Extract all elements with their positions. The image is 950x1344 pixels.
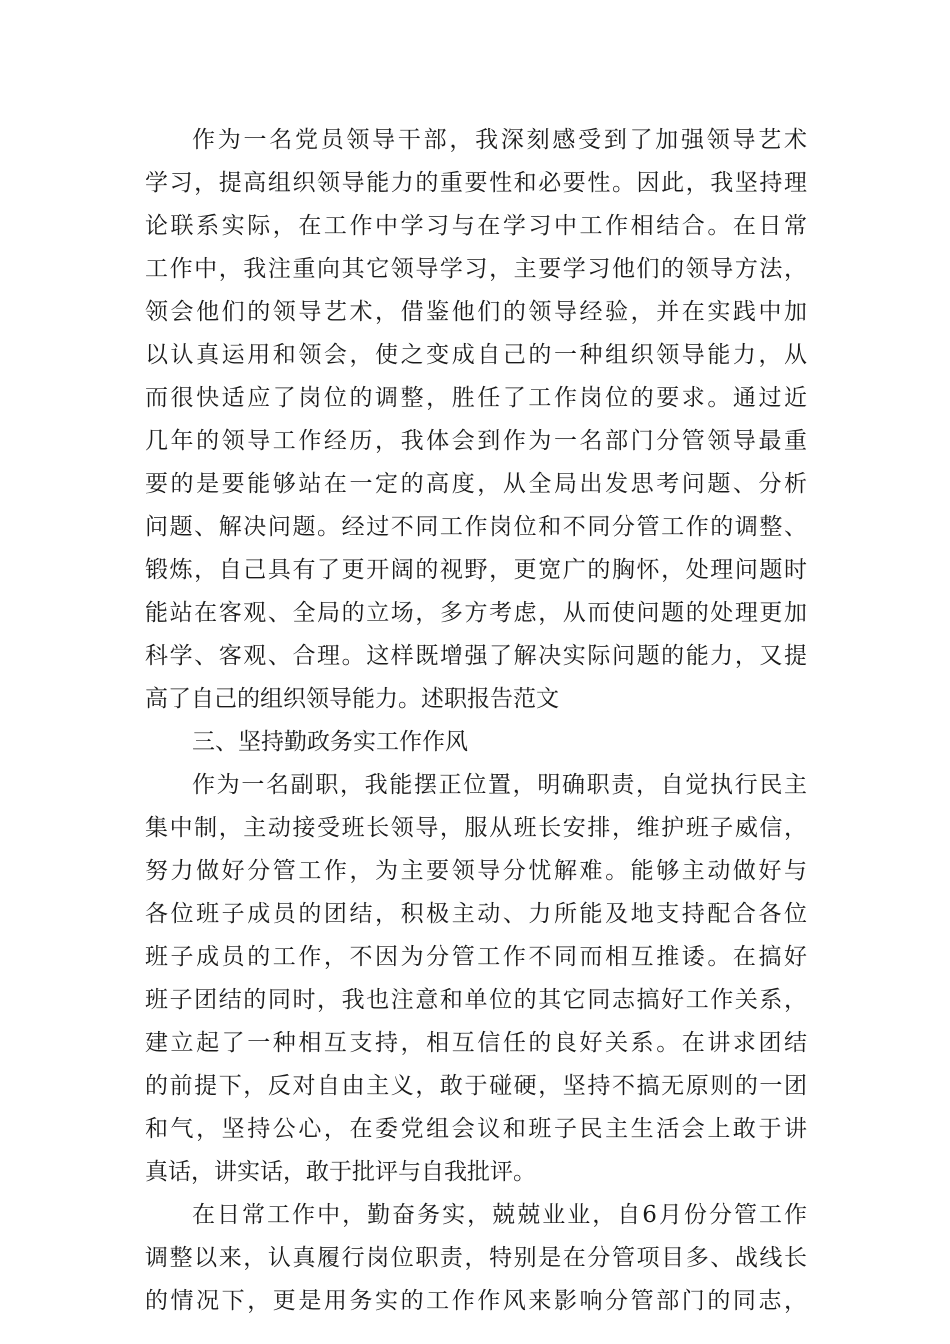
text-line: 在日常工作中，勤奋务实，兢兢业业，自6月份分管工作 (192, 1202, 807, 1228)
text-line: 以认真运用和领会，使之变成自己的一种组织领导能力，从 (145, 342, 807, 368)
text-line: 集中制，主动接受班长领导，服从班长安排，维护班子威信， (145, 815, 807, 841)
text-line: 科学、客观、合理。这样既增强了解决实际问题的能力，又提 (145, 643, 807, 669)
text-line: 几年的领导工作经历，我体会到作为一名部门分管领导最重 (145, 428, 807, 454)
text-line: 问题、解决问题。经过不同工作岗位和不同分管工作的调整、 (145, 514, 807, 540)
text-line: 班子团结的同时，我也注意和单位的其它同志搞好工作关系， (145, 987, 807, 1013)
text-line: 各位班子成员的团结，积极主动、力所能及地支持配合各位 (145, 901, 807, 927)
text-line: 高了自己的组织领导能力。述职报告范文 (145, 686, 559, 712)
text-line: 而很快适应了岗位的调整，胜任了工作岗位的要求。通过近 (145, 385, 807, 411)
text-line: 和气，坚持公心，在委党组会议和班子民主生活会上敢于讲 (145, 1116, 807, 1142)
text-line: 作为一名副职，我能摆正位置，明确职责，自觉执行民主 (192, 772, 807, 798)
text-line: 的情况下，更是用务实的工作作风来影响分管部门的同志， (145, 1288, 807, 1314)
text-line: 要的是要能够站在一定的高度，从全局出发思考问题、分析 (145, 471, 807, 497)
text-line: 领会他们的领导艺术，借鉴他们的领导经验，并在实践中加 (145, 299, 807, 325)
text-line: 学习，提高组织领导能力的重要性和必要性。因此，我坚持理 (145, 170, 807, 196)
text-line: 能站在客观、全局的立场，多方考虑，从而使问题的处理更加 (145, 600, 807, 626)
section-heading: 三、坚持勤政务实工作作风 (192, 729, 468, 755)
text-line: 建立起了一种相互支持，相互信任的良好关系。在讲求团结 (145, 1030, 807, 1056)
text-line: 工作中，我注重向其它领导学习，主要学习他们的领导方法， (145, 256, 807, 282)
text-line: 作为一名党员领导干部，我深刻感受到了加强领导艺术 (192, 127, 807, 153)
text-line: 班子成员的工作，不因为分管工作不同而相互推诿。在搞好 (145, 944, 807, 970)
text-line: 论联系实际，在工作中学习与在学习中工作相结合。在日常 (145, 213, 807, 239)
text-line: 调整以来，认真履行岗位职责，特别是在分管项目多、战线长 (145, 1245, 807, 1271)
text-line: 努力做好分管工作，为主要领导分忧解难。能够主动做好与 (145, 858, 807, 884)
text-line: 真话，讲实话，敢于批评与自我批评。 (145, 1159, 536, 1185)
text-line: 锻炼，自己具有了更开阔的视野，更宽广的胸怀，处理问题时 (145, 557, 807, 583)
text-line: 的前提下，反对自由主义，敢于碰硬，坚持不搞无原则的一团 (145, 1073, 807, 1099)
